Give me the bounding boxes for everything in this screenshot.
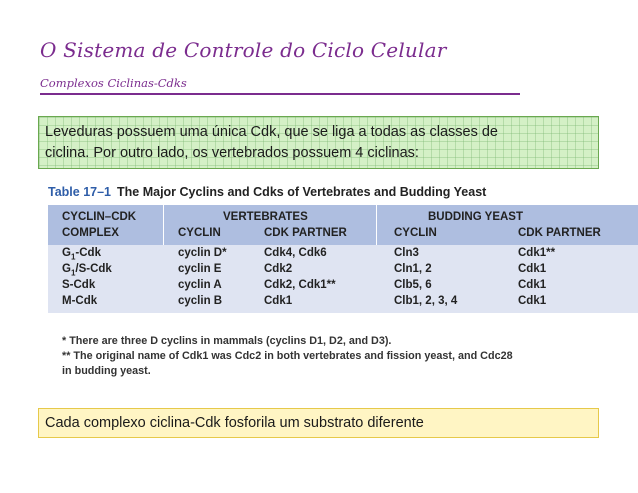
vert-cdk-cell: Cdk2 [264,263,293,275]
yeast-cyclin-cell: Clb1, 2, 3, 4 [394,295,458,307]
yeast-cyclin-cell: Clb5, 6 [394,279,432,291]
vert-cdk-cell: Cdk4, Cdk6 [264,247,327,259]
table-caption-text: The Major Cyclins and Cdks of Vertebrates and Budding Yeast [117,185,487,199]
header-vert-cyclin: CYCLIN [178,227,221,239]
vert-cyclin-cell: cyclin E [178,263,222,275]
complex-cell: $G_1$-Cdk [62,247,101,262]
header-yeast-cdk-partner: CDK PARTNER [518,227,601,239]
yeast-cyclin-cell: Cln1, 2 [394,263,432,275]
vert-cyclin-cell: cyclin A [178,279,222,291]
vert-cyclin-cell: cyclin B [178,295,223,307]
complex-cell: $G_1/S$-Cdk [62,263,112,278]
table-footnote: * There are three D cyclins in mammals (cyclins D1, D2, and D3). [62,335,392,347]
yeast-cyclin-cell: Cln3 [394,247,419,259]
yeast-cdk-cell: Cdk1** [518,247,556,259]
header-yeast-cyclin: CYCLIN [394,227,437,239]
header-vert-cdk-partner: CDK PARTNER [264,227,347,239]
slide-title: O Sistema de Controle do Ciclo Celular [40,38,447,62]
yeast-cdk-cell: Cdk1 [518,279,547,291]
intro-text-box [38,116,599,169]
header-complex-line-2: COMPLEX [62,227,119,239]
vert-cdk-cell: Cdk2, Cdk1** [264,279,336,291]
cyclin-cdk-table [48,183,638,388]
intro-text-line-1: Leveduras possuem uma única Cdk, que se liga a todas as classes de [45,124,498,140]
yeast-cdk-cell: Cdk1 [518,263,547,275]
header-vertebrates: VERTEBRATES [223,211,308,223]
complex-cell: M-Cdk [62,295,98,307]
complex-cell: S-Cdk [62,279,96,291]
intro-text-line-2: ciclina. Por outro lado, os vertebrados possuem 4 ciclinas: [45,145,419,161]
table-header [48,205,638,245]
vert-cyclin-cell: cyclin D* [178,247,227,259]
yeast-cdk-cell: Cdk1 [518,295,547,307]
table-footnote: in budding yeast. [62,365,151,377]
slide-subtitle: Complexos Ciclinas-Cdks [40,76,187,90]
table-body [48,245,638,313]
conclusion-text-box [38,408,599,438]
table-number: Table 17–1 [48,185,112,199]
vert-cdk-cell: Cdk1 [264,295,293,307]
table-caption [48,183,638,201]
title-underline [40,93,520,95]
conclusion-text: Cada complexo ciclina-Cdk fosforila um substrato diferente [45,415,424,431]
header-budding-yeast: BUDDING YEAST [428,211,523,223]
table-footnote: ** The original name of Cdk1 was Cdc2 in both vertebrates and fission yeast, and Cdc28 [62,350,513,362]
header-complex-line-1: CYCLIN–CDK [62,211,137,223]
